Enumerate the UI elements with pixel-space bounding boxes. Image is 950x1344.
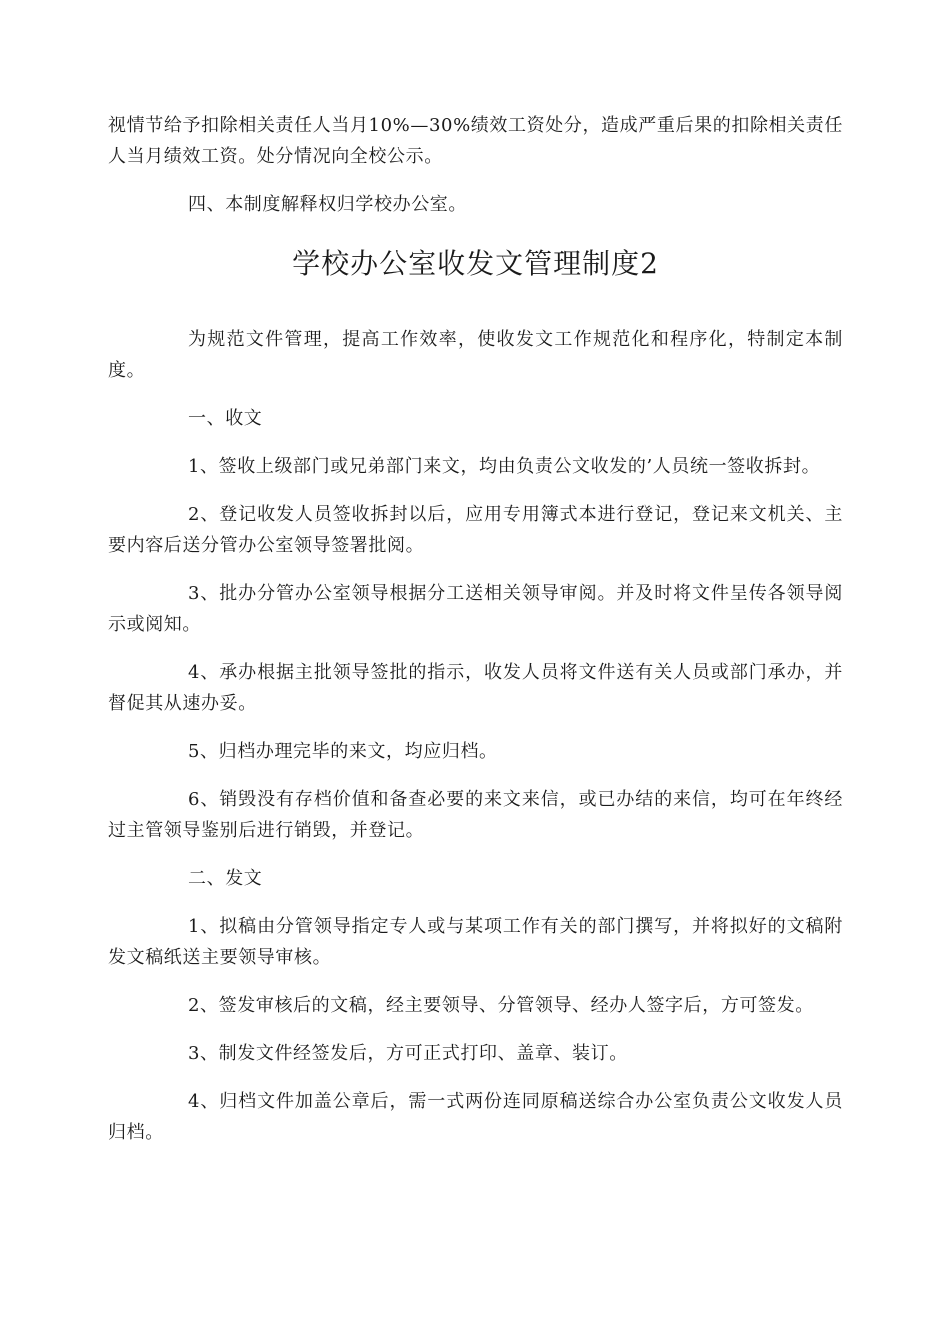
- receiving-item: 4、承办根据主批领导签批的指示，收发人员将文件送有关人员或部门承办，并督促其从速办妥。: [108, 662, 843, 714]
- receiving-item: 1、签收上级部门或兄弟部门来文，均由负责公文收发的’人员统一签收拆封。: [188, 456, 821, 477]
- sending-item: 1、拟稿由分管领导指定专人或与某项工作有关的部门撰写，并将拟好的文稿附发文稿纸送主要领导审核。: [108, 916, 843, 968]
- clause-four: 四、本制度解释权归学校办公室。: [188, 194, 467, 215]
- receiving-item: 6、销毁没有存档价值和备查必要的来文来信，或已办结的来信，均可在年终经过主管领导鉴别后进行销毁，并登记。: [108, 789, 843, 841]
- receiving-item: 3、批办分管办公室领导根据分工送相关领导审阅。并及时将文件呈传各领导阅示或阅知。: [108, 583, 843, 635]
- receiving-item: 2、登记收发人员签收拆封以后，应用专用簿式本进行登记，登记来文机关、主要内容后送分管办公室领导签署批阅。: [108, 504, 843, 556]
- sending-item: 3、制发文件经签发后，方可正式打印、盖章、装订。: [188, 1043, 628, 1064]
- receiving-item: 5、归档办理完毕的来文，均应归档。: [188, 741, 498, 762]
- continuation-paragraph: 视情节给予扣除相关责任人当月10%—30%绩效工资处分，造成严重后果的扣除相关责任人当月绩效工资。处分情况向全校公示。: [108, 115, 843, 167]
- sending-heading: 二、发文: [188, 868, 263, 889]
- sending-item: 2、签发审核后的文稿，经主要领导、分管领导、经办人签字后，方可签发。: [188, 995, 814, 1016]
- document-title: 学校办公室收发文管理制度2: [292, 247, 659, 280]
- document-page: [108, 110, 843, 1148]
- receiving-heading: 一、收文: [188, 408, 263, 429]
- preamble-paragraph: 为规范文件管理，提高工作效率，使收发文工作规范化和程序化，特制定本制度。: [108, 329, 843, 381]
- sending-item: 4、归档文件加盖公章后，需一式两份连同原稿送综合办公室负责公文收发人员归档。: [108, 1091, 843, 1143]
